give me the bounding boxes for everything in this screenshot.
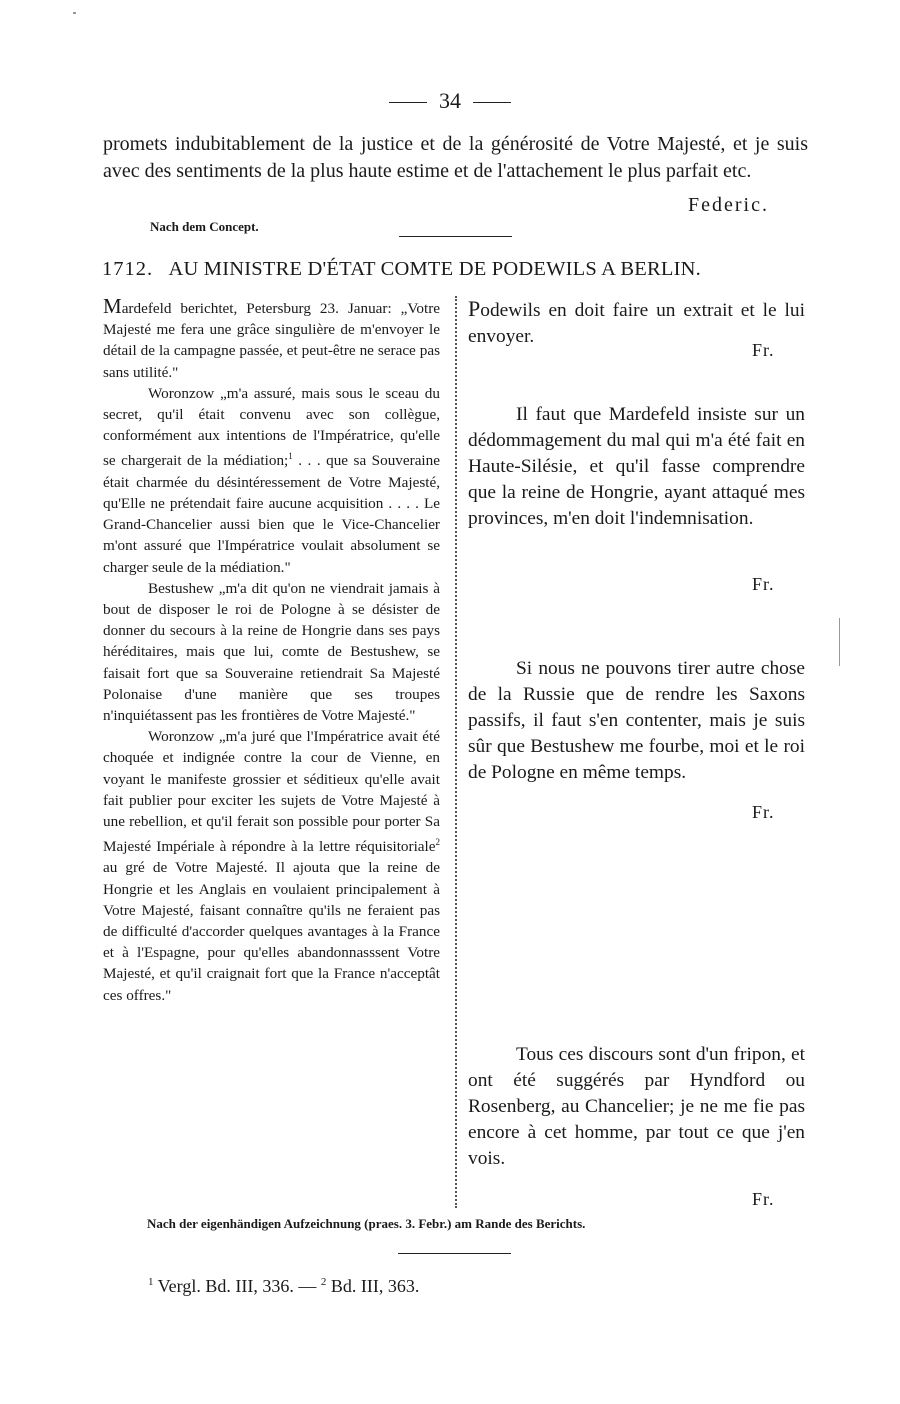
letter-heading (102, 258, 808, 281)
scan-mark (839, 618, 840, 666)
separator-rule-top (399, 236, 512, 237)
answer-block-3: Si nous ne pouvons tirer autre chose de la Russie que de rendre les Saxons passifs, il faut s'en contenter, mais je suis sûr que Bestushew me fourbe, moi et le roi de Pologne en même temps. (468, 658, 805, 783)
footnotes: $^1$ Vergl. Bd. III, 336. — $^2$ Bd. III, 363. (148, 1276, 420, 1296)
footnote-ref-1: 1 (288, 451, 293, 462)
footnote-mark-1: 1 (148, 1276, 154, 1288)
page-number-text: 34 (439, 88, 461, 113)
report-column (103, 296, 440, 1006)
letter-title: AU MINISTRE D'ÉTAT COMTE DE PODEWILS A BERLIN. (168, 258, 701, 280)
report-paragraph-4: Woronzow „m'a juré que l'Impératrice avait été choquée et indignée contre la cour de Vienne, en voyant le manifeste grossier et séditieux qu'elle avait fait publier pour exciter les sujets de Votre Majesté à une rebellion, et qu'il ferait son possible pour porter Sa Majesté Impériale à répondre à la lettre réquisitoriale$^2$ au gré de Votre Majesté. Il ajouta que la reine de Hongrie et les Anglais en voulaient principalement à Votre Majesté, faisant connaître qu'ils ne feraient pas de difficulté d'accorder quelques avantages à la France et à l'Espagne, pour qu'elles abandonnasssent Votre Majesté, et qu'il craignait fort que la France n'acceptât ces offres." (103, 728, 440, 1004)
scan-mark (73, 12, 76, 14)
page-number (0, 88, 900, 114)
page-number-dash-right (473, 102, 511, 103)
report-initial: M (103, 294, 122, 318)
answer-initial: P (468, 296, 481, 321)
answer-signature-2: Fr. (752, 574, 775, 594)
intro-paragraph: promets indubitablement de la justice et de la générosité de Votre Majesté, et je suis avec des sentiments de la plus haute estime et de l'attachement le plus parfait etc. (103, 133, 808, 182)
separator-rule-bottom (398, 1253, 511, 1254)
footnote-ref-2: 2 (435, 837, 440, 848)
source-note-bottom: Nach der eigenhändigen Aufzeichnung (praes. 3. Febr.) am Rande des Berichts. (147, 1216, 586, 1231)
intro-signature: Federic. (688, 194, 769, 216)
page-number-dash-left (389, 102, 427, 103)
answer-block-2: Il faut que Mardefeld insiste sur un dédommagement du mal qui m'a été fait en Haute-Silésie, et qu'il fasse comprendre que la reine de Hongrie, ayant attaqué mes provinces, m'en doit l'indemnisation. (468, 404, 805, 529)
answer-signature-4: Fr. (752, 1189, 775, 1209)
footnote-mark-2: 2 (320, 1276, 327, 1288)
report-paragraph-2: Woronzow „m'a assuré, mais sous le sceau du secret, qu'il était convenu avec son collègue, conformément aux intentions de l'Impératrice, qu'elle se chargerait de la médiation;$^1$ . . . que sa Souveraine était charmée du désintéressement de Votre Majesté, qu'Elle ne prétendait faire aucune acquisition . . . . Le Grand-Chancelier aussi bien que le Vice-Chancelier m'ont assuré que l'Impératrice voulait absolument se charger seule de la médiation." (103, 384, 440, 576)
intro-source-note: Nach dem Concept. (150, 219, 259, 234)
answer-block-4: Tous ces discours sont d'un fripon, et ont été suggérés par Hyndford ou Rosenberg, au Chancelier; je ne me fie pas encore à cet homme, par tout ce que j'en vois. (468, 1044, 805, 1169)
report-paragraph-1: Mardefeld berichtet, Petersburg 23. Januar: „Votre Majesté me fera une grâce singulière de m'envoyer le détail de la campagne passée, et peut-être ne serace pas sans utilité." (103, 294, 440, 381)
answer-block-1: Podewils en doit faire un extrait et le lui envoyer. (468, 296, 805, 347)
report-paragraph-3: Bestushew „m'a dit qu'on ne viendrait jamais à bout de disposer le roi de Pologne à se désister de donner du secours à la reine de Hongrie dans ses pays héréditaires, mais que lui, comte de Bestushew, se faisait fort que sa Souveraine retiendrait Sa Majesté Polonaise d'une manière que ses troupes n'inquiétassent pas les frontières de Votre Majesté." (103, 579, 440, 724)
column-divider (455, 296, 457, 1208)
answer-signature-1: Fr. (752, 340, 775, 360)
letter-number: 1712. (102, 258, 154, 280)
answer-signature-3: Fr. (752, 802, 775, 822)
